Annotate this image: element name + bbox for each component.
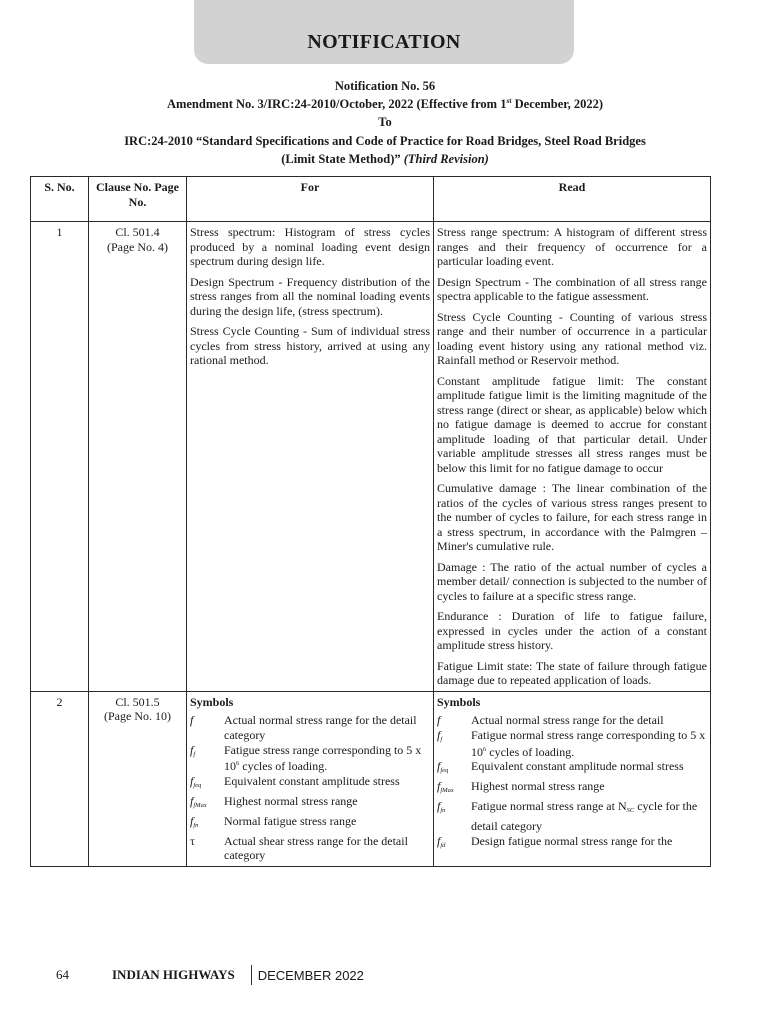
symbol-desc-text-end: cycles of loading.: [239, 759, 328, 774]
symbol-base: f: [437, 727, 441, 742]
symbol-row: [190, 794, 430, 814]
symbol-desc: Actual normal stress range for the detail: [471, 713, 664, 727]
symbol-row: [437, 759, 707, 779]
symbol-desc-sub: SC: [626, 806, 635, 814]
symbol-row: [190, 834, 430, 864]
header-clause: Clause No. Page No.: [89, 177, 187, 222]
standard-subtitle-text: (Limit State Method)”: [281, 151, 401, 166]
to-line: To: [378, 115, 392, 130]
symbol-base: f: [190, 774, 194, 789]
footer-divider: [251, 965, 252, 985]
symbol-base: f: [190, 793, 194, 808]
page-number: 64: [56, 967, 69, 982]
symbol-desc: Design fatigue normal stress range for the: [471, 833, 673, 848]
symbol: [190, 713, 224, 743]
amendment-sup: st: [506, 97, 512, 106]
header-read: Read: [434, 177, 711, 222]
symbol-sub: fn: [193, 821, 199, 829]
symbol-desc: Equivalent constant amplitude stress: [224, 774, 400, 789]
symbol: [190, 794, 224, 814]
symbol: [437, 799, 471, 834]
symbol-sub: f: [193, 750, 196, 758]
symbol-base: f: [437, 798, 441, 813]
amendment-line: [30, 95, 740, 113]
row1-clause: [89, 222, 187, 692]
row2-clause: [89, 691, 187, 867]
row2-for: [187, 691, 434, 867]
symbol-row: [437, 834, 707, 854]
row1-read-para: Fatigue Limit state: The state of failure through fatigue damage due to repeated application of loads.: [437, 658, 707, 687]
symbol-sub: fn: [440, 806, 446, 814]
header-for: For: [187, 177, 434, 222]
row1-for-para: Stress Cycle Counting - Sum of individual stress cycles from stress history, arrived at using any rational method.: [190, 324, 430, 367]
symbol-base: f: [437, 713, 441, 727]
symbol: [437, 713, 471, 728]
table-row: [31, 222, 711, 692]
symbol-desc-text-end: cycle for the detail category: [471, 798, 698, 833]
header-sno: S. No.: [31, 177, 89, 222]
symbol-sub: fMax: [193, 801, 207, 809]
amendment-text-end: December, 2022): [511, 97, 604, 112]
symbol-base: f: [437, 833, 441, 848]
read-symbols-heading: Symbols: [437, 694, 481, 709]
symbol-sub: feq: [193, 782, 202, 790]
row2-read: [434, 691, 711, 867]
row1-read: [434, 222, 711, 692]
row1-page-no: (Page No. 4): [107, 239, 168, 254]
notification-banner: [194, 0, 574, 64]
issue-date: DECEMBER 2022: [257, 967, 364, 983]
symbol-base: f: [437, 759, 441, 774]
page-footer: [56, 965, 364, 985]
symbol-base: f: [190, 813, 194, 828]
revision-note: (Third Revision): [403, 151, 489, 166]
row1-read-para: Constant amplitude fatigue limit: The constant amplitude fatigue limit is the limiting magnitude of the stress range (direct or shear, as applicable) below which no fatigue damage is deemed to accrue for constant amplitude loading of that particular detail. Under variable amplitude stresses all stress ranges must be below this limit for no fatigue damage to occur: [437, 373, 707, 475]
symbol-desc: Equivalent constant amplitude normal stress: [471, 759, 684, 774]
symbol-row: [190, 713, 430, 743]
symbol-row: [190, 814, 430, 834]
row1-read-para: Design Spectrum - The combination of all stress range spectra applicable to the fatigue assessment.: [437, 274, 707, 303]
row1-for-para: Stress spectrum: Histogram of stress cycles produced by a nominal loading event design spectrum during design life.: [190, 225, 430, 268]
amendment-text: Amendment No. 3/IRC:24-2010/October, 2022 (Effective from 1: [166, 97, 507, 112]
symbol-base: f: [190, 713, 194, 727]
symbol-row: [437, 799, 707, 834]
symbol-base: f: [190, 742, 194, 757]
symbol-desc: Actual shear stress range for the detail category: [224, 833, 408, 863]
standard-subtitle: [30, 150, 740, 168]
row1-sno: 1: [31, 222, 89, 692]
symbol-desc-sup: 6: [483, 745, 487, 753]
symbol-desc: Normal fatigue stress range: [224, 813, 357, 828]
symbol-desc-text: Fatigue normal stress range corresponding to 5 x 10: [471, 727, 706, 759]
row1-read-para: Stress Cycle Counting - Counting of various stress range and their number of occurrence in a particular loading event history using any rational method viz. Rainfall method or Reservoir method.: [437, 309, 707, 367]
row2-clause-no: Cl. 501.5: [115, 694, 160, 709]
table-header-row: [31, 177, 711, 222]
symbol-sub: f: [440, 735, 443, 743]
symbol-sub: fd: [440, 841, 446, 849]
read-symbols-list: [437, 713, 707, 853]
symbol-row: [190, 774, 430, 794]
symbol-desc: [224, 743, 430, 775]
row1-for: [187, 222, 434, 692]
symbol-row: [190, 743, 430, 775]
symbol: [437, 728, 471, 760]
symbol-desc: [471, 728, 707, 760]
symbol-desc: Highest normal stress range: [224, 793, 358, 808]
row1-clause-no: Cl. 501.4: [115, 225, 160, 239]
row1-read-para: Endurance : Duration of life to fatigue failure, expressed in cycles under the action of a constant amplitude stress history.: [437, 609, 707, 652]
symbol-base: τ: [190, 833, 195, 848]
symbol: [190, 834, 224, 864]
symbol-desc: [471, 799, 707, 834]
symbol-desc-text-end: cycles of loading.: [486, 744, 575, 759]
symbol-sub: feq: [440, 767, 449, 775]
symbol-base: f: [437, 779, 441, 794]
banner-title: NOTIFICATION: [307, 30, 461, 53]
symbol-row: [437, 728, 707, 760]
symbol-desc: Highest normal stress range: [471, 779, 605, 794]
symbol-row: [437, 779, 707, 799]
row1-read-para: Cumulative damage : The linear combination of the ratios of the cycles of various stress ranges present to the number of cycles to failure, for each stress range in a stress spectrum, in accordance with the Palmgren – Miner's cumulative rule.: [437, 481, 707, 553]
symbol: [437, 779, 471, 799]
standard-title: IRC:24-2010 “Standard Specifications and Code of Practice for Road Bridges, Steel Road Bridges: [124, 133, 646, 148]
magazine-name: INDIAN HIGHWAYS: [112, 967, 235, 982]
symbol: [190, 814, 224, 834]
table-row: [31, 691, 711, 867]
symbol: [437, 759, 471, 779]
symbol-desc: Actual normal stress range for the detail category: [224, 713, 417, 742]
symbol-row: [437, 713, 707, 728]
row1-read-para: Stress range spectrum: A histogram of different stress ranges and their frequency of occurrence for a particular loading event.: [437, 225, 707, 268]
row1-read-para: Damage : The ratio of the actual number of cycles a member detail/ connection is subjected to the number of cycles to failure at a specific stress range.: [437, 559, 707, 603]
symbol: [190, 774, 224, 794]
for-symbols-heading: Symbols: [190, 694, 234, 709]
amendment-table: [30, 176, 711, 867]
symbol: [437, 834, 471, 854]
for-symbols-list: [190, 713, 430, 863]
notification-heading: [30, 77, 740, 168]
symbol: [190, 743, 224, 775]
row1-for-para: Design Spectrum - Frequency distribution of the stress ranges from all the nominal loading events during the design life, (stress spectrum).: [190, 274, 430, 318]
notification-number: Notification No. 56: [334, 79, 436, 93]
symbol-desc-text: Fatigue normal stress range at N: [471, 798, 627, 813]
symbol-sub: fMax: [440, 787, 454, 795]
row2-sno: 2: [31, 691, 89, 867]
symbol-desc-sup: 6: [236, 760, 240, 768]
symbol-desc-text: Fatigue stress range corresponding to 5 x 10: [224, 742, 422, 774]
row2-page-no: (Page No. 10): [104, 709, 171, 723]
